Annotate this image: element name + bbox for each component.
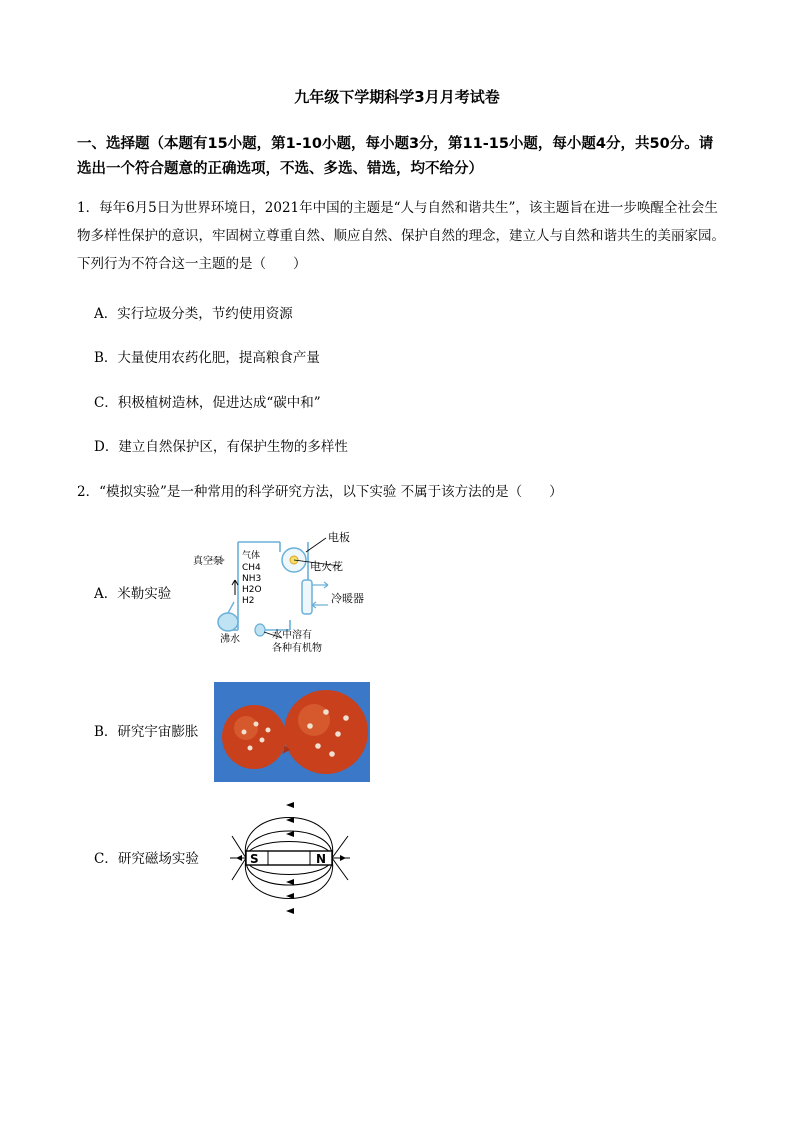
gas-label: 气体 xyxy=(242,551,261,561)
condenser-tube xyxy=(302,580,312,614)
organics-label-line2: 各种有机物 xyxy=(272,643,322,654)
page-title: 九年级下学期科学3月月考试卷 xyxy=(294,88,500,106)
vacuum-pump-label: 真空泵 xyxy=(193,556,223,567)
boiling-flask xyxy=(218,613,238,631)
question-1-option-b: B．大量使用农药化肥，提高粮食产量 xyxy=(94,350,320,366)
spark-label: 电火花 xyxy=(310,560,343,573)
question-2-option-a: A．米勒实验 xyxy=(94,586,172,602)
h2o-label: H2O xyxy=(242,585,262,595)
collection-tube xyxy=(255,624,265,636)
north-pole-label: N xyxy=(316,852,327,866)
south-pole-label: S xyxy=(250,852,259,866)
boiling-water-label: 沸水 xyxy=(220,634,240,645)
organics-label-line1: 水中溶有 xyxy=(272,630,312,641)
question-2-option-b: B．研究宇宙膨胀 xyxy=(94,724,199,740)
question-1-option-a: A．实行垃圾分类，节约使用资源 xyxy=(94,306,293,322)
question-1-text: 1．每年6月5日为世界环境日，2021年中国的主题是“人与自然和谐共生”，该主题旨在进一步唤醒全社会生物多样性保护的意识，牢固树立尊重自然、顺应自然、保护自然的理念，建立人与自然和谐共生的美丽家园。下列行为不符合这一主题的是（ ） xyxy=(77,200,725,272)
question-1-option-c: C．积极植树造林，促进达成“碳中和” xyxy=(94,395,321,411)
section-heading: 一、选择题（本题有15小题，第1-10小题，每小题3分，第11-15小题，每小题4分，共50分。请选出一个符合题意的正确选项，不选、多选、错选，均不给分） xyxy=(77,136,714,177)
question-2-text: 2．“模拟实验”是一种常用的科学研究方法，以下实验 不属于该方法的是（ ） xyxy=(77,484,563,500)
ch4-label: CH4 xyxy=(242,563,261,573)
miller-experiment-diagram xyxy=(190,530,364,658)
condenser-label: 冷暖器 xyxy=(331,592,364,605)
magnetic-field-diagram xyxy=(228,800,352,918)
electrode-label: 电板 xyxy=(328,531,350,544)
h2-label: H2 xyxy=(242,596,255,606)
question-2-option-c: C．研究磁场实验 xyxy=(94,851,199,867)
balloon-expansion-image xyxy=(214,682,370,782)
question-1-option-d: D．建立自然保护区，有保护生物的多样性 xyxy=(94,439,348,455)
nh3-label: NH3 xyxy=(242,574,262,584)
